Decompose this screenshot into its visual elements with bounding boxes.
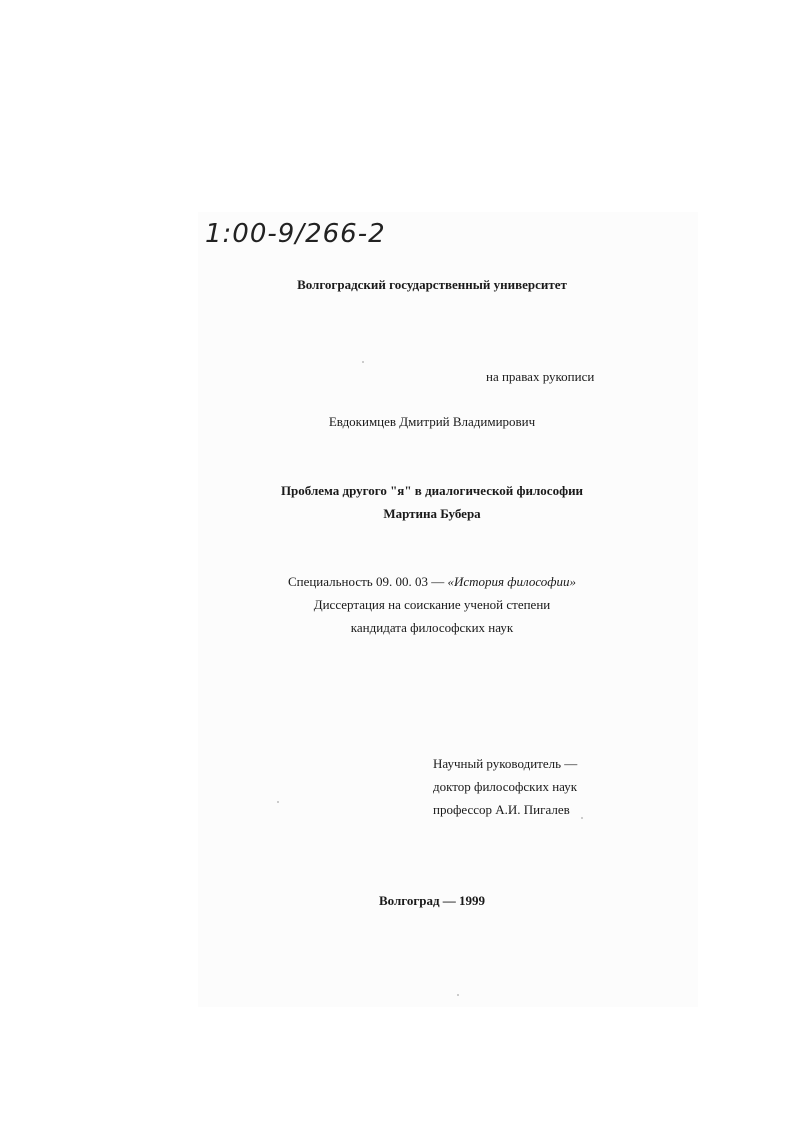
handwritten-archive-code	[203, 212, 403, 254]
specialty-prefix: Специальность 09. 00. 03 —	[287, 574, 445, 589]
scan-speck	[362, 361, 364, 363]
scan-speck	[581, 817, 583, 819]
svg-text:1:00-9/266-2: 1:00-9/266-2	[205, 219, 386, 249]
manuscript-rights-note: на правах рукописи	[486, 369, 595, 384]
supervisor-line3: профессор А.И. Пигалев	[433, 802, 570, 817]
university-name: Волгоградский государственный университет	[297, 277, 567, 292]
specialty-line	[232, 574, 632, 590]
author-name: Евдокимцев Дмитрий Владимирович	[328, 414, 536, 429]
specialty-name: «История философии»	[447, 574, 577, 589]
supervisor-line2: доктор философских наук	[433, 779, 578, 794]
dissertation-title-line2: Мартина Бубера	[383, 506, 481, 521]
degree-line1: Диссертация на соискание ученой степени	[313, 597, 551, 612]
degree-line2: кандидата философских наук	[350, 620, 514, 635]
supervisor-line1: Научный руководитель —	[433, 756, 578, 771]
scan-speck	[457, 994, 459, 996]
city-year: Волгоград — 1999	[378, 893, 486, 908]
scan-speck	[277, 801, 279, 803]
dissertation-title-line1: Проблема другого "я" в диалогической философии	[280, 483, 584, 498]
